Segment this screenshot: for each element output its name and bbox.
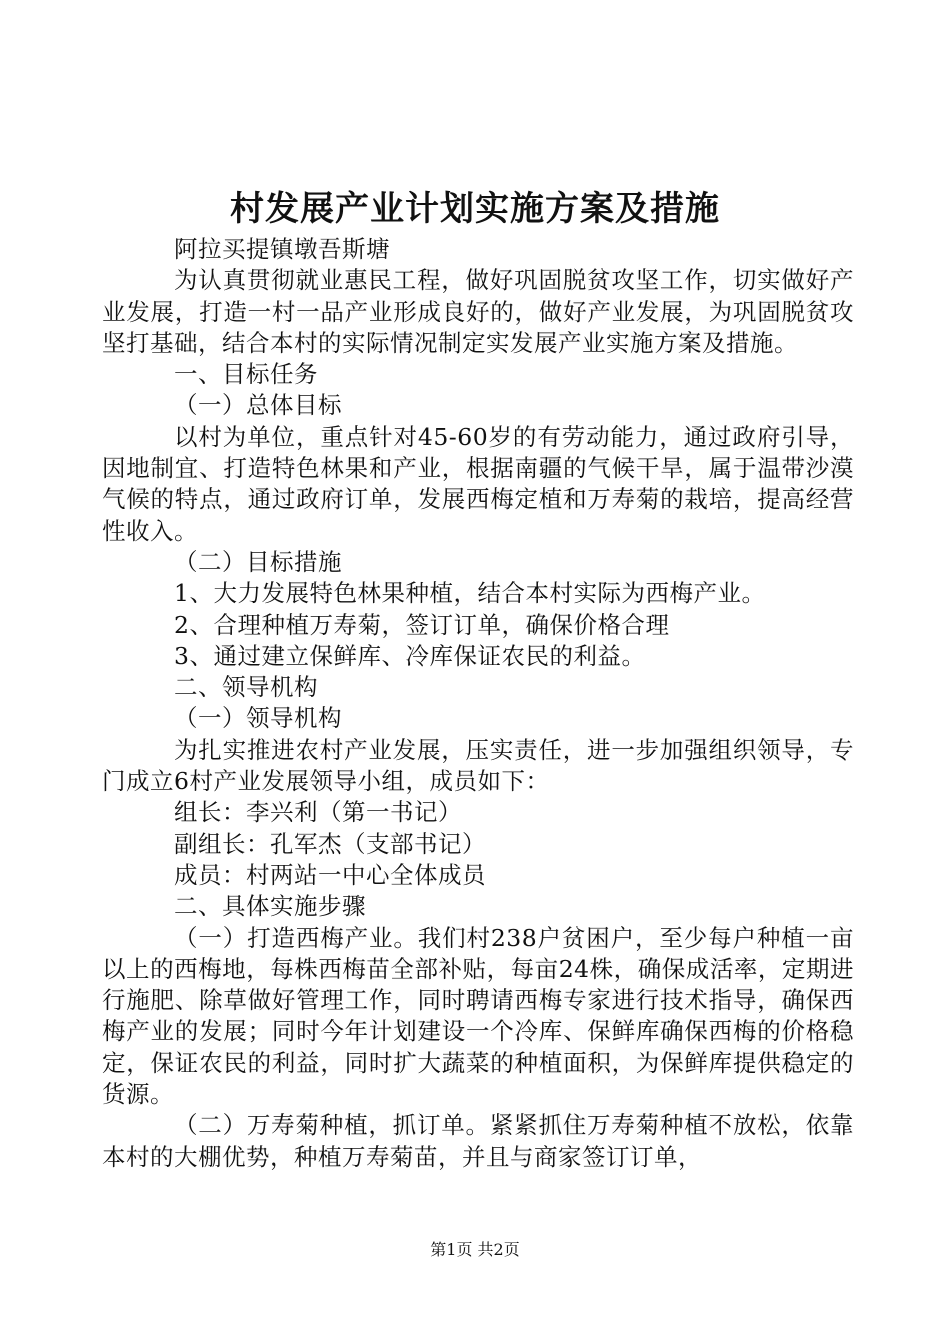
body-paragraph: 2、合理种植万寿菊，签订订单，确保价格合理 bbox=[174, 610, 670, 639]
body-paragraph: 为认真贯彻就业惠民工程，做好巩固脱贫攻坚工作，切实做好产业发展，打造一村一品产业形成良好的，做好产业发展，为巩固脱贫攻坚打基础，结合本村的实际情况制定实发展产业实施方案及措施。 bbox=[102, 266, 854, 357]
body-paragraph: （一）领导机构 bbox=[174, 704, 342, 733]
body-paragraph: 二、具体实施步骤 bbox=[174, 892, 366, 921]
body-paragraph: 成员：村两站一中心全体成员 bbox=[174, 860, 486, 889]
body-paragraph: 副组长：孔军杰（支部书记） bbox=[174, 829, 486, 858]
body-paragraph: 为扎实推进农村产业发展，压实责任，进一步加强组织领导，专门成立6村产业发展领导小组，成员如下： bbox=[102, 735, 854, 796]
body-paragraph: 以村为单位，重点针对45-60岁的有劳动能力，通过政府引导，因地制宜、打造特色林果和产业，根据南疆的气候干旱，属于温带沙漠气候的特点，通过政府订单，发展西梅定植和万寿菊的栽培，提高经营性收入。 bbox=[102, 422, 854, 545]
body-paragraph: （一）打造西梅产业。我们村238户贫困户，至少每户种植一亩以上的西梅地，每株西梅苗全部补贴，每亩24株，确保成活率，定期进行施肥、除草做好管理工作，同时聘请西梅专家进行技术指导，确保西梅产业的发展；同时今年计划建设一个冷库、保鲜库确保西梅的价格稳定，保证农民的利益，同时扩大蔬菜的种植面积，为保鲜库提供稳定的货源。 bbox=[102, 923, 854, 1109]
body-paragraph: 阿拉买提镇墩吾斯塘 bbox=[174, 235, 390, 263]
page-footer: 第1页 共2页 bbox=[430, 1240, 520, 1259]
document-body bbox=[102, 234, 854, 1173]
document-title: 村发展产业计划实施方案及措施 bbox=[230, 189, 720, 229]
body-paragraph: 3、通过建立保鲜库、冷库保证农民的利益。 bbox=[174, 641, 646, 670]
body-paragraph: 一、目标任务 bbox=[174, 360, 318, 389]
body-paragraph: 组长：李兴利（第一书记） bbox=[174, 798, 462, 827]
body-paragraph: （二）万寿菊种植，抓订单。紧紧抓住万寿菊种植不放松，依靠本村的大棚优势，种植万寿菊苗，并且与商家签订订单， bbox=[102, 1111, 854, 1171]
body-paragraph: （二）目标措施 bbox=[174, 547, 342, 576]
body-paragraph: （一）总体目标 bbox=[174, 391, 342, 420]
body-paragraph: 二、领导机构 bbox=[174, 673, 318, 702]
body-paragraph: 1、大力发展特色林果种植，结合本村实际为西梅产业。 bbox=[174, 579, 766, 608]
